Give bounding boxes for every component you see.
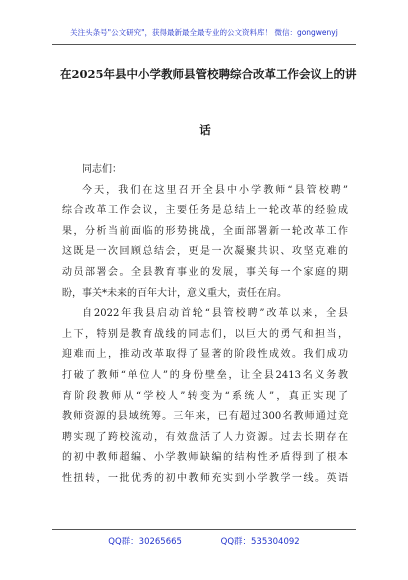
document-title-line-1: 在2025年县中小学教师县管校聘综合改革工作会议上的讲 <box>60 67 357 81</box>
header-banner: 关注头条号"公文研究"，获得最新最全最专业的公文资料库！ 微信：gongwenyj <box>70 28 338 37</box>
body-line: 综合改革工作会议，主要任务是总结上一轮改革的经验成 <box>62 205 348 217</box>
salutation: 同志们： <box>82 164 122 175</box>
body-line: 这既是一次回顾总结会，更是一次凝聚共识、攻坚克难的 <box>62 246 348 258</box>
header-divider <box>52 44 356 45</box>
body-line: 自2022年我县启动首轮“县管校聘”改革以来，全县 <box>82 308 348 320</box>
footer-qq-group-1: QQ群：30265665 <box>108 537 182 547</box>
body-line: 上下，特别是教育战线的同志们，以巨大的勇气和担当， <box>62 328 348 340</box>
body-line: 动员部署会。全县教育事业的发展，事关每一个家庭的期 <box>62 266 348 278</box>
body-line: 性扭转，一批优秀的初中教师充实到小学教学一线。英语 <box>62 472 348 484</box>
body-line: 迎难而上，推动改革取得了显著的阶段性成效。我们成功 <box>62 349 348 361</box>
footer-divider <box>52 529 356 530</box>
body-line: 育阶段教师从“学校人”转变为“系统人”，真正实现了 <box>62 390 348 402</box>
body-line: 聘实现了跨校流动，有效盘活了人力资源。过去长期存在 <box>62 431 348 443</box>
footer <box>0 535 408 547</box>
document-title-line-2: 话 <box>199 123 211 137</box>
body-line: 的初中教师超编、小学教师缺编的结构性矛盾得到了根本 <box>62 452 348 464</box>
body-line: 教师资源的县域统筹。三年来，已有超过300名教师通过竞 <box>62 411 348 423</box>
footer-qq-group-2: QQ群：535304092 <box>220 537 300 547</box>
document-body <box>62 160 348 490</box>
body-line: 盼，事关*未来的百年大计，意义重大，责任在肩。 <box>62 287 287 299</box>
body-line: 打破了教师“单位人”的身份壁垒，让全县2413名义务教 <box>62 369 348 381</box>
body-line: 果，分析当前面临的形势挑战，全面部署新一轮改革工作 <box>62 225 348 237</box>
body-line: 今天，我们在这里召开全县中小学教师“县管校聘” <box>82 184 348 196</box>
